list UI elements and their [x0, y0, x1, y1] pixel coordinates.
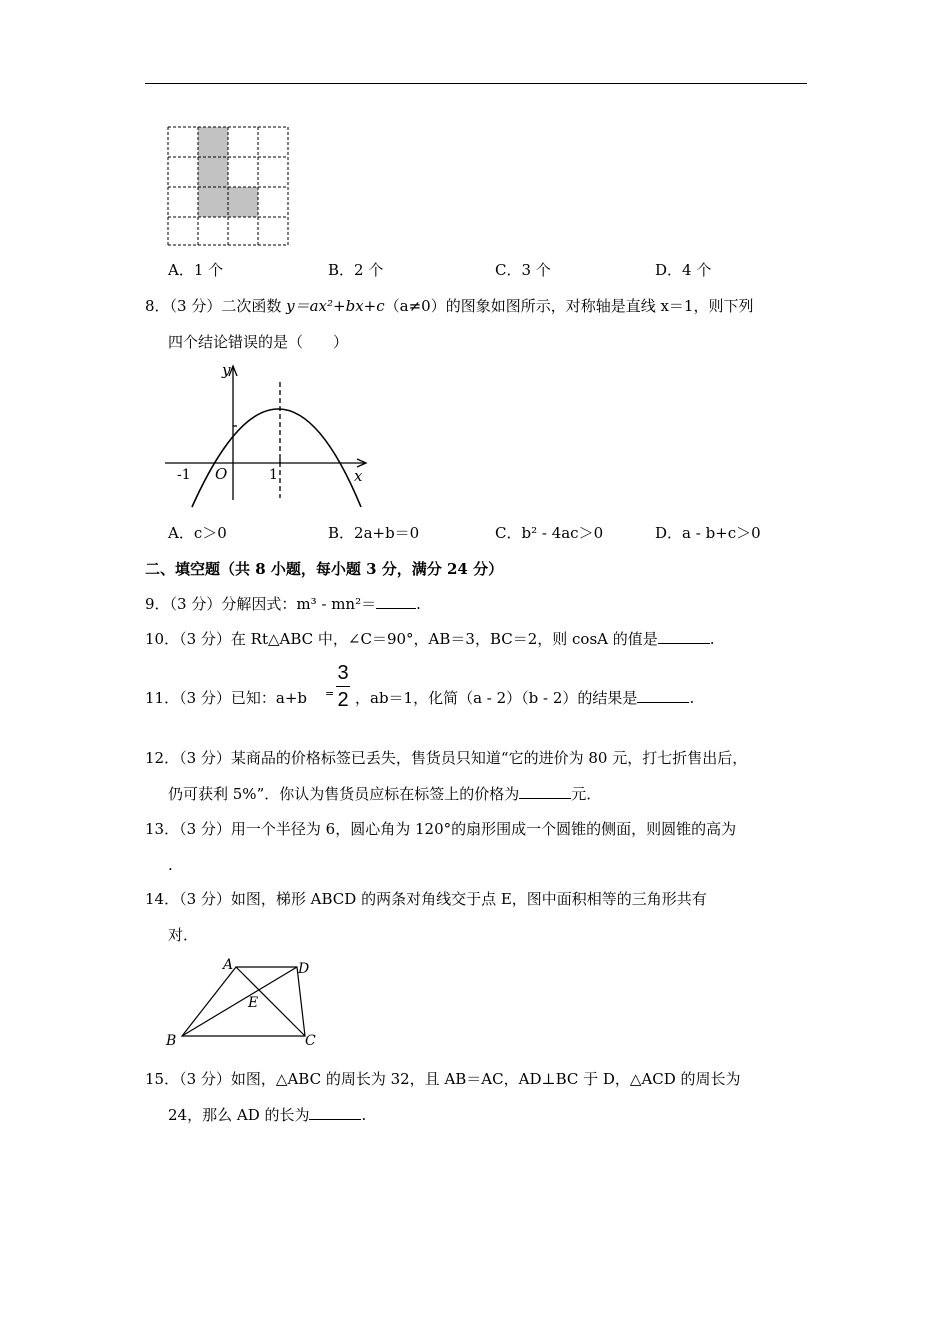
q14-line1 [145, 889, 707, 909]
q11-end: . [689, 689, 695, 707]
q8-text: 二次函数 [221, 297, 287, 315]
shaded-cell [228, 187, 258, 217]
q11-text-a: （3 分）已知：a+b [179, 689, 308, 707]
q10-text: （3 分）在 Rt△ABC 中，∠C＝90°，AB＝3，BC＝2，则 cosA 的值是 [179, 630, 658, 648]
trapezoid-outline [182, 967, 305, 1036]
q15-text: （3 分）如图，△ABC 的周长为 32，且 AB＝AC，AD⊥BC 于 D，△ACD 的周长为 [179, 1070, 741, 1088]
q8-option-d: D．a - b+c＞0 [655, 524, 761, 542]
shaded-cell [198, 157, 228, 187]
vertex-e: E [248, 995, 259, 1011]
vertex-c: C [305, 1033, 316, 1049]
origin-label: O [215, 465, 228, 483]
y-axis-label: y [222, 361, 231, 379]
q8-option-c: C．b² - 4ac＞0 [495, 524, 604, 542]
q12-text-2: 仍可获利 5%”．你认为售货员应标在标签上的价格为 [168, 785, 520, 803]
parabola-curve [192, 409, 361, 507]
q8-option-b: B．2a+b＝0 [328, 524, 420, 542]
fraction-bar [336, 686, 350, 687]
q7-option-b: B．2 个 [328, 261, 384, 279]
q12-number: 12． [145, 749, 180, 767]
fraction [336, 662, 350, 711]
parabola-graph [160, 360, 375, 510]
q8-number: 8． [145, 297, 170, 315]
q9-end: . [416, 595, 421, 613]
q7-option-c: C．3 个 [495, 261, 551, 279]
shaded-cell [198, 127, 228, 157]
answer-blank[interactable] [519, 784, 571, 799]
q14-line2: 对． [168, 926, 199, 944]
shaded-cell [198, 187, 228, 217]
diagonal-bd [182, 967, 297, 1036]
q13-line1 [145, 819, 736, 839]
q11 [145, 688, 307, 708]
q8-line2: 四个结论错误的是（ ） [168, 333, 349, 351]
q11-rest [355, 688, 694, 708]
q13-text: （3 分）用一个半径为 6，圆心角为 120°的扇形围成一个圆锥的侧面，则圆锥的高为 [179, 820, 737, 838]
q7-option-d: D．4 个 [655, 261, 712, 279]
q8-score: （3 分） [169, 297, 222, 315]
q10-end: . [709, 630, 715, 648]
q11-equals: = [325, 687, 335, 700]
section-heading: 二、填空题（共 8 小题，每小题 3 分，满分 24 分） [145, 560, 504, 578]
q15-text-2: 24，那么 AD 的长为 [168, 1106, 310, 1124]
fraction-denominator: 2 [337, 689, 349, 711]
answer-blank[interactable] [376, 594, 416, 609]
q9 [145, 594, 421, 614]
q15-line1 [145, 1069, 741, 1089]
q13-line2: . [168, 856, 173, 874]
q14-number: 14． [145, 890, 180, 908]
q7-option-a: A．1 个 [168, 261, 224, 279]
vertex-d: D [298, 961, 310, 977]
q9-number: 9． [145, 595, 170, 613]
q8-equation: y＝ax²+bx+c [286, 297, 385, 315]
q8-text-b: （a≠0）的图象如图所示，对称轴是直线 x＝1，则下列 [384, 297, 754, 315]
trapezoid-figure [160, 952, 330, 1052]
q15-end: . [361, 1106, 367, 1124]
q10 [145, 629, 715, 649]
q13-number: 13． [145, 820, 180, 838]
q11-text-b: ，ab＝1，化简（a - 2）（b - 2）的结果是 [355, 689, 638, 707]
tick-1: 1 [269, 467, 278, 483]
answer-blank[interactable] [637, 688, 689, 703]
q12-text: （3 分）某商品的价格标签已丢失，售货员只知道“它的进价为 80 元，打七折售出后， [179, 749, 748, 767]
q12-line2 [168, 784, 601, 804]
q8-option-a: A．c＞0 [168, 524, 227, 542]
x-axis-label: x [354, 467, 363, 485]
diagonal-ac [236, 967, 305, 1036]
header-rule [145, 83, 807, 84]
q15-number: 15． [145, 1070, 180, 1088]
q8-line1 [145, 296, 753, 316]
q9-text: （3 分）分解因式：m³ - mn²＝ [169, 595, 377, 613]
vertex-a: A [223, 957, 234, 973]
tick-neg1: -1 [177, 467, 191, 483]
q10-number: 10． [145, 630, 180, 648]
grid-figure [165, 125, 291, 247]
q15-line2 [168, 1105, 366, 1125]
answer-blank[interactable] [658, 629, 710, 644]
q14-text: （3 分）如图，梯形 ABCD 的两条对角线交于点 E，图中面积相等的三角形共有 [179, 890, 707, 908]
q12-unit: 元． [571, 785, 602, 803]
q11-number: 11． [145, 689, 180, 707]
vertex-b: B [166, 1033, 177, 1049]
fraction-numerator: 3 [337, 662, 349, 684]
answer-blank[interactable] [309, 1105, 361, 1120]
q12-line1 [145, 748, 747, 768]
